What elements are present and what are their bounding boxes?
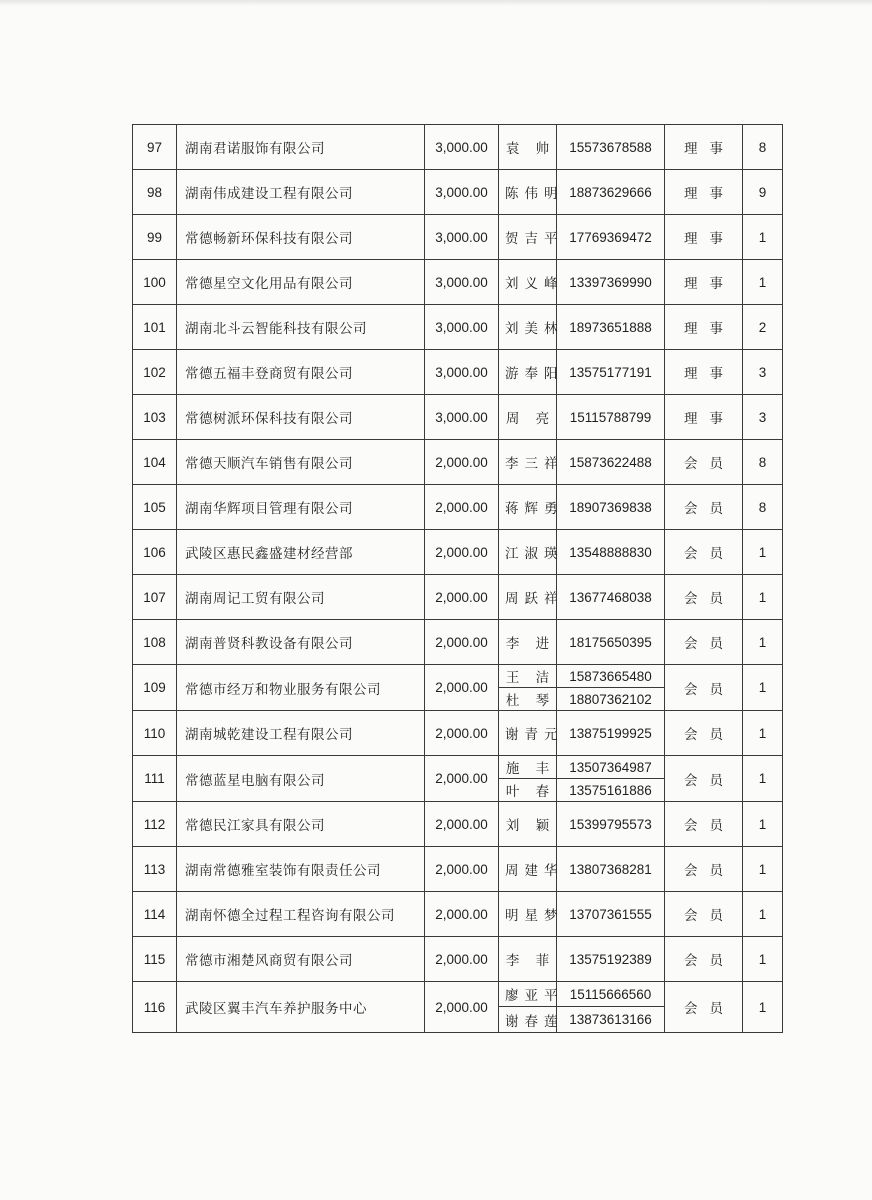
fee-amount: 2,000.00 bbox=[425, 620, 499, 665]
member-role: 会员 bbox=[665, 665, 743, 711]
contact-name: 廖亚平 bbox=[499, 982, 557, 1007]
row-number: 116 bbox=[133, 982, 177, 1033]
member-role: 理事 bbox=[665, 350, 743, 395]
row-number: 111 bbox=[133, 756, 177, 802]
contact-name: 施 丰 bbox=[499, 756, 557, 779]
company-name: 常德星空文化用品有限公司 bbox=[177, 260, 425, 305]
contact-phone: 15873665480 bbox=[557, 665, 665, 688]
contact-name: 刘 颖 bbox=[499, 802, 557, 847]
contact-name: 李三祥 bbox=[499, 440, 557, 485]
table-row bbox=[133, 530, 783, 575]
row-number: 115 bbox=[133, 937, 177, 982]
contact-name: 王 洁 bbox=[499, 665, 557, 688]
contact-phone: 13807368281 bbox=[557, 847, 665, 892]
member-role: 理事 bbox=[665, 260, 743, 305]
member-count: 1 bbox=[743, 711, 783, 756]
contact-phone: 18873629666 bbox=[557, 170, 665, 215]
member-count: 1 bbox=[743, 260, 783, 305]
contact-phone: 15399795573 bbox=[557, 802, 665, 847]
company-name: 常德市湘楚风商贸有限公司 bbox=[177, 937, 425, 982]
row-number: 109 bbox=[133, 665, 177, 711]
fee-amount: 2,000.00 bbox=[425, 847, 499, 892]
company-name: 湖南华辉项目管理有限公司 bbox=[177, 485, 425, 530]
table-row bbox=[133, 125, 783, 170]
table-row bbox=[133, 350, 783, 395]
company-name: 武陵区翼丰汽车养护服务中心 bbox=[177, 982, 425, 1033]
contact-phone: 18175650395 bbox=[557, 620, 665, 665]
company-name: 常德树派环保科技有限公司 bbox=[177, 395, 425, 440]
company-name: 湖南怀德全过程工程咨询有限公司 bbox=[177, 892, 425, 937]
table-row bbox=[133, 215, 783, 260]
table-row bbox=[133, 802, 783, 847]
member-role: 理事 bbox=[665, 215, 743, 260]
company-name: 湖南普贤科教设备有限公司 bbox=[177, 620, 425, 665]
fee-amount: 2,000.00 bbox=[425, 575, 499, 620]
member-count: 1 bbox=[743, 982, 783, 1033]
row-number: 100 bbox=[133, 260, 177, 305]
row-number: 102 bbox=[133, 350, 177, 395]
fee-amount: 2,000.00 bbox=[425, 665, 499, 711]
row-number: 110 bbox=[133, 711, 177, 756]
table-row bbox=[133, 937, 783, 982]
contact-phone: 13575192389 bbox=[557, 937, 665, 982]
company-name: 常德天顺汽车销售有限公司 bbox=[177, 440, 425, 485]
company-name: 常德蓝星电脑有限公司 bbox=[177, 756, 425, 802]
table-row bbox=[133, 575, 783, 620]
contact-phone: 13575161886 bbox=[557, 779, 665, 802]
member-role: 会员 bbox=[665, 620, 743, 665]
table-row bbox=[133, 711, 783, 756]
member-role: 会员 bbox=[665, 937, 743, 982]
contact-phone: 13707361555 bbox=[557, 892, 665, 937]
fee-amount: 3,000.00 bbox=[425, 395, 499, 440]
contact-name: 周跃祥 bbox=[499, 575, 557, 620]
contact-name: 游奉阳 bbox=[499, 350, 557, 395]
contact-phone: 18973651888 bbox=[557, 305, 665, 350]
contact-name: 李 进 bbox=[499, 620, 557, 665]
table-row bbox=[133, 892, 783, 937]
company-name: 常德五福丰登商贸有限公司 bbox=[177, 350, 425, 395]
member-count: 1 bbox=[743, 620, 783, 665]
fee-amount: 3,000.00 bbox=[425, 125, 499, 170]
table-row bbox=[133, 756, 783, 779]
row-number: 99 bbox=[133, 215, 177, 260]
contact-name: 刘义峰 bbox=[499, 260, 557, 305]
member-role: 会员 bbox=[665, 756, 743, 802]
table-row bbox=[133, 440, 783, 485]
table-row bbox=[133, 847, 783, 892]
contact-phone: 13575177191 bbox=[557, 350, 665, 395]
contact-name: 江淑瑛 bbox=[499, 530, 557, 575]
row-number: 114 bbox=[133, 892, 177, 937]
row-number: 103 bbox=[133, 395, 177, 440]
fee-amount: 2,000.00 bbox=[425, 892, 499, 937]
row-number: 104 bbox=[133, 440, 177, 485]
fee-amount: 2,000.00 bbox=[425, 711, 499, 756]
row-number: 108 bbox=[133, 620, 177, 665]
company-name: 湖南北斗云智能科技有限公司 bbox=[177, 305, 425, 350]
company-name: 武陵区惠民鑫盛建材经营部 bbox=[177, 530, 425, 575]
member-count: 1 bbox=[743, 892, 783, 937]
contact-phone: 15573678588 bbox=[557, 125, 665, 170]
member-role: 会员 bbox=[665, 847, 743, 892]
fee-amount: 3,000.00 bbox=[425, 215, 499, 260]
fee-amount: 3,000.00 bbox=[425, 350, 499, 395]
contact-phone: 15115788799 bbox=[557, 395, 665, 440]
contact-name: 明星梦 bbox=[499, 892, 557, 937]
contact-name: 贺吉平 bbox=[499, 215, 557, 260]
table-row bbox=[133, 665, 783, 688]
contact-phone: 13548888830 bbox=[557, 530, 665, 575]
member-count: 1 bbox=[743, 665, 783, 711]
table-row bbox=[133, 485, 783, 530]
contact-phone: 15115666560 bbox=[557, 982, 665, 1007]
table-row bbox=[133, 620, 783, 665]
row-number: 107 bbox=[133, 575, 177, 620]
table-row bbox=[133, 305, 783, 350]
fee-amount: 2,000.00 bbox=[425, 440, 499, 485]
company-name: 湖南周记工贸有限公司 bbox=[177, 575, 425, 620]
contact-phone: 18907369838 bbox=[557, 485, 665, 530]
contact-name: 袁 帅 bbox=[499, 125, 557, 170]
member-role: 会员 bbox=[665, 982, 743, 1033]
contact-name: 谢春莲 bbox=[499, 1007, 557, 1033]
fee-amount: 3,000.00 bbox=[425, 260, 499, 305]
row-number: 105 bbox=[133, 485, 177, 530]
contact-phone: 13873613166 bbox=[557, 1007, 665, 1033]
contact-name: 蒋辉勇 bbox=[499, 485, 557, 530]
member-count: 1 bbox=[743, 847, 783, 892]
member-count: 1 bbox=[743, 937, 783, 982]
fee-amount: 2,000.00 bbox=[425, 485, 499, 530]
member-count: 1 bbox=[743, 575, 783, 620]
member-role: 会员 bbox=[665, 802, 743, 847]
member-role: 会员 bbox=[665, 711, 743, 756]
member-count: 3 bbox=[743, 350, 783, 395]
company-name: 湖南伟成建设工程有限公司 bbox=[177, 170, 425, 215]
contact-name: 陈伟明 bbox=[499, 170, 557, 215]
member-count: 8 bbox=[743, 485, 783, 530]
contact-phone: 15873622488 bbox=[557, 440, 665, 485]
member-count: 1 bbox=[743, 215, 783, 260]
row-number: 98 bbox=[133, 170, 177, 215]
member-table-body bbox=[133, 125, 783, 1033]
table-row bbox=[133, 982, 783, 1007]
contact-name: 周建华 bbox=[499, 847, 557, 892]
contact-phone: 13397369990 bbox=[557, 260, 665, 305]
member-table bbox=[132, 124, 783, 1033]
fee-amount: 2,000.00 bbox=[425, 982, 499, 1033]
table-row bbox=[133, 395, 783, 440]
contact-phone: 18807362102 bbox=[557, 688, 665, 711]
contact-name: 谢青元 bbox=[499, 711, 557, 756]
fee-amount: 3,000.00 bbox=[425, 305, 499, 350]
fee-amount: 3,000.00 bbox=[425, 170, 499, 215]
contact-phone: 13875199925 bbox=[557, 711, 665, 756]
contact-phone: 17769369472 bbox=[557, 215, 665, 260]
row-number: 112 bbox=[133, 802, 177, 847]
contact-name: 叶 春 bbox=[499, 779, 557, 802]
row-number: 113 bbox=[133, 847, 177, 892]
contact-name: 杜 琴 bbox=[499, 688, 557, 711]
member-role: 理事 bbox=[665, 170, 743, 215]
company-name: 湖南常德雅室装饰有限责任公司 bbox=[177, 847, 425, 892]
contact-phone: 13507364987 bbox=[557, 756, 665, 779]
contact-name: 周 亮 bbox=[499, 395, 557, 440]
table-row bbox=[133, 260, 783, 305]
member-count: 8 bbox=[743, 125, 783, 170]
member-role: 理事 bbox=[665, 125, 743, 170]
member-role: 会员 bbox=[665, 485, 743, 530]
company-name: 常德民江家具有限公司 bbox=[177, 802, 425, 847]
fee-amount: 2,000.00 bbox=[425, 937, 499, 982]
member-count: 1 bbox=[743, 802, 783, 847]
member-count: 8 bbox=[743, 440, 783, 485]
member-role: 理事 bbox=[665, 395, 743, 440]
company-name: 常德市经万和物业服务有限公司 bbox=[177, 665, 425, 711]
company-name: 常德畅新环保科技有限公司 bbox=[177, 215, 425, 260]
member-count: 3 bbox=[743, 395, 783, 440]
company-name: 湖南君诺服饰有限公司 bbox=[177, 125, 425, 170]
contact-name: 李 菲 bbox=[499, 937, 557, 982]
fee-amount: 2,000.00 bbox=[425, 530, 499, 575]
row-number: 106 bbox=[133, 530, 177, 575]
member-count: 1 bbox=[743, 530, 783, 575]
member-role: 理事 bbox=[665, 305, 743, 350]
member-role: 会员 bbox=[665, 530, 743, 575]
contact-name: 刘美林 bbox=[499, 305, 557, 350]
member-count: 2 bbox=[743, 305, 783, 350]
company-name: 湖南城乾建设工程有限公司 bbox=[177, 711, 425, 756]
fee-amount: 2,000.00 bbox=[425, 802, 499, 847]
member-role: 会员 bbox=[665, 440, 743, 485]
member-count: 9 bbox=[743, 170, 783, 215]
fee-amount: 2,000.00 bbox=[425, 756, 499, 802]
member-role: 会员 bbox=[665, 892, 743, 937]
row-number: 101 bbox=[133, 305, 177, 350]
member-role: 会员 bbox=[665, 575, 743, 620]
page-edge bbox=[0, 0, 872, 6]
row-number: 97 bbox=[133, 125, 177, 170]
contact-phone: 13677468038 bbox=[557, 575, 665, 620]
table-row bbox=[133, 170, 783, 215]
member-count: 1 bbox=[743, 756, 783, 802]
